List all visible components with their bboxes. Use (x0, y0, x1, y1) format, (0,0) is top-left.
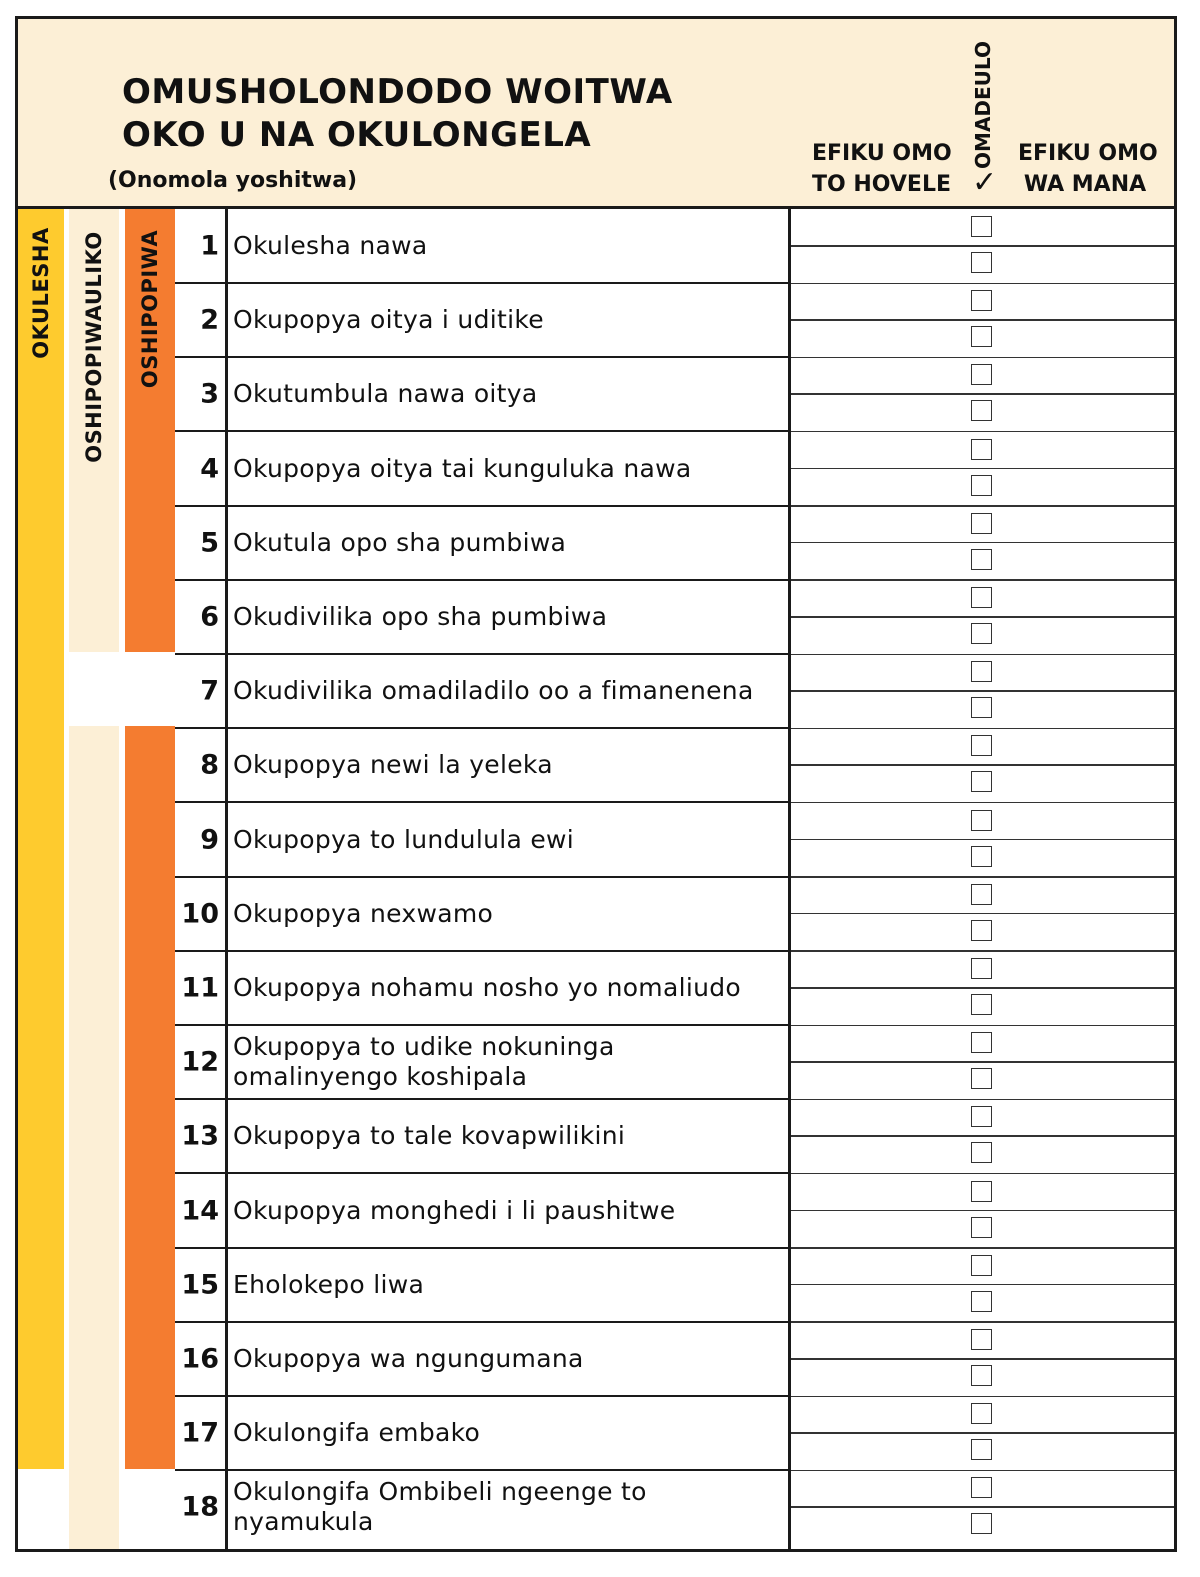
row-number: 12 (181, 1046, 219, 1078)
row-number: 15 (181, 1269, 219, 1301)
column-header-start-line1: EFIKU OMO (812, 141, 952, 166)
row-number: 17 (181, 1417, 219, 1449)
row-number: 16 (181, 1343, 219, 1375)
row-number: 3 (200, 378, 219, 410)
title-line-1: OMUSHOLONDODO WOITWA (122, 72, 673, 112)
row-label: Okutumbula nawa oitya (233, 379, 538, 409)
column-header-start-line2: TO HOVELE (812, 172, 951, 197)
row-number: 11 (181, 972, 219, 1004)
row-number: 9 (200, 824, 219, 856)
subtitle: (Onomola yoshitwa) (108, 168, 358, 193)
row-number: 14 (181, 1195, 219, 1227)
row-number: 7 (200, 675, 219, 707)
row-number: 1 (200, 230, 219, 262)
row-label: Okupopya nohamu nosho yo nomaliudo (233, 973, 741, 1002)
row-number: 5 (200, 527, 219, 559)
row-number: 18 (181, 1491, 219, 1523)
row-label: Eholokepo liwa (233, 1269, 425, 1299)
column-header-end-line2: WA MANA (1023, 172, 1147, 197)
check-mark-icon: ✓ (972, 165, 998, 200)
row-number: 2 (200, 304, 219, 336)
title-line-2: OKO U NA OKULONGELA (122, 115, 592, 155)
row-label: Okupopya wa ngungumana (233, 1344, 584, 1373)
row-number: 8 (200, 749, 219, 781)
band-oshipopiwa-label: OSHIPOPIWA (138, 229, 162, 389)
row-label: Okudivilika opo sha pumbiwa (233, 602, 608, 631)
form-frame (15, 16, 1177, 1552)
row-number: 6 (200, 601, 219, 633)
row-label: Okupopya oitya i uditike (233, 305, 544, 335)
row-label: Okupopya nexwamo (233, 898, 494, 928)
row-label: Okupopya monghedi i li paushitwe (233, 1195, 676, 1225)
row-number: 10 (181, 898, 219, 930)
row-label: Okupopya newi la yeleka (233, 750, 553, 780)
row-label: Okulesha nawa (233, 231, 428, 260)
row-label: Okupopya oitya tai kunguluka nawa (233, 453, 692, 483)
row-label: Okulongifa Ombibeli ngeenge to nyamukula (233, 1477, 647, 1537)
row-label: Okupopya to lundulula ewi (233, 824, 574, 854)
row-label: Okutula opo sha pumbiwa (233, 527, 567, 557)
row-label: Okupopya to tale kovapwilikini (233, 1121, 626, 1151)
row-label: Okulongifa embako (233, 1418, 481, 1448)
row-number: 13 (181, 1120, 219, 1152)
column-header-check: OMADEULO (971, 41, 995, 169)
band-oshipopiwauliko-label: OSHIPOPIWAULIKO (82, 231, 106, 463)
column-header-end-line1: EFIKU OMO (1018, 141, 1158, 166)
row-label: Okupopya to udike nokuninga omalinyengo koshipala (233, 1032, 615, 1092)
row-label: Okudivilika omadiladilo oo a fimanenena (233, 676, 754, 706)
row-number: 4 (200, 453, 219, 485)
band-okulesha-label: OKULESHA (29, 227, 53, 359)
